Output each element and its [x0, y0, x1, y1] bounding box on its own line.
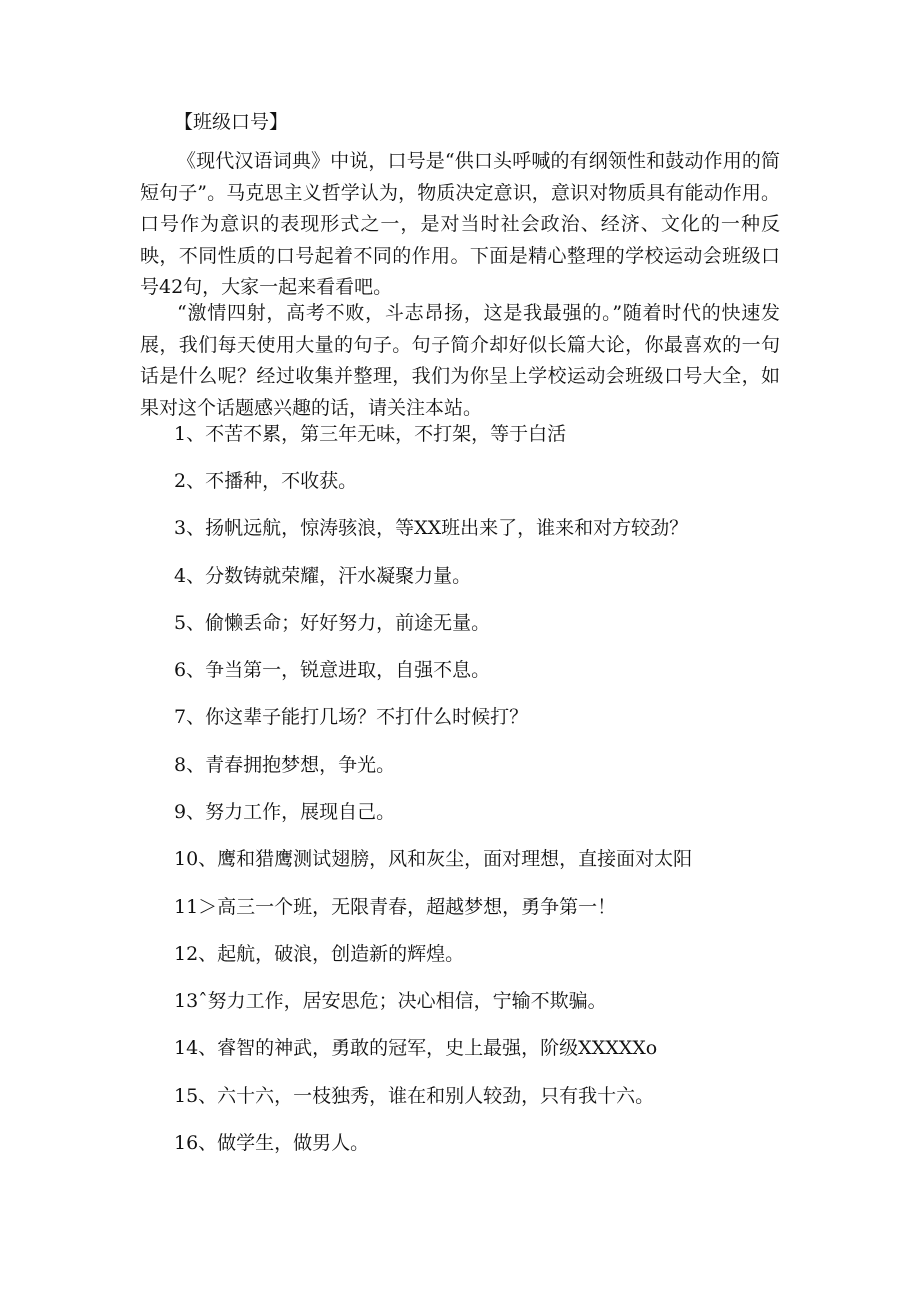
section-heading: 【班级口号】	[174, 111, 289, 133]
intro-paragraph-2: “激情四射，高考不败，斗志昂扬，这是我最强的。”随着时代的快速发展，我们每天使用大量的句子。句子简介却好似长篇大论，你最喜欢的一句话是什么呢？经过收集并整理，我们为你呈上学校运动会班级口号大全，如果对这个话题感兴趣的话，请关注本站。	[140, 302, 780, 419]
slogan-item-2: 2、不播种，不收获。	[174, 470, 358, 492]
slogan-item-9: 9、努力工作，展现自己。	[174, 801, 396, 823]
slogan-item-16: 16、做学生，做男人。	[174, 1132, 370, 1154]
slogan-item-12: 12、起航，破浪，创造新的辉煌。	[174, 943, 465, 965]
slogan-item-4: 4、分数铸就荣耀，汗水凝聚力量。	[174, 565, 472, 587]
slogan-item-11: 11＞高三一个班，无限青春，超越梦想，勇争第一！	[174, 896, 617, 918]
intro-paragraph-1: 《现代汉语词典》中说，口号是“供口头呼喊的有纲领性和鼓动作用的简短句子”。马克思主义哲学认为，物质决定意识，意识对物质具有能动作用。口号作为意识的表现形式之一，是对当时社会政治、经济、文化的一种反映，不同性质的口号起着不同的作用。下面是精心整理的学校运动会班级口号42句，大家一起来看看吧。	[140, 150, 780, 298]
slogan-item-5: 5、偷懒丢命；好好努力，前途无量。	[174, 612, 491, 634]
slogan-item-7: 7、你这辈子能打几场？不打什么时候打？	[174, 706, 529, 728]
slogan-item-3: 3、扬帆远航，惊涛骇浪，等XX班出来了，谁来和对方较劲？	[174, 517, 689, 539]
slogan-item-14: 14、睿智的神武，勇敢的冠军，史上最强，阶级XXXXXo	[174, 1037, 658, 1059]
slogan-item-10: 10、鹰和猎鹰测试翅膀，风和灰尘，面对理想，直接面对太阳	[174, 848, 693, 870]
slogan-item-6: 6、争当第一，锐意进取，自强不息。	[174, 659, 491, 681]
slogan-item-15: 15、六十六，一枝独秀，谁在和别人较劲，只有我十六。	[174, 1085, 655, 1107]
slogan-item-1: 1、不苦不累，第三年无味，不打架，等于白活	[174, 423, 567, 445]
slogan-item-13: 13ˆ努力工作，居安思危；决心相信，宁输不欺骗。	[174, 990, 607, 1012]
slogan-item-8: 8、青春拥抱梦想，争光。	[174, 754, 396, 776]
